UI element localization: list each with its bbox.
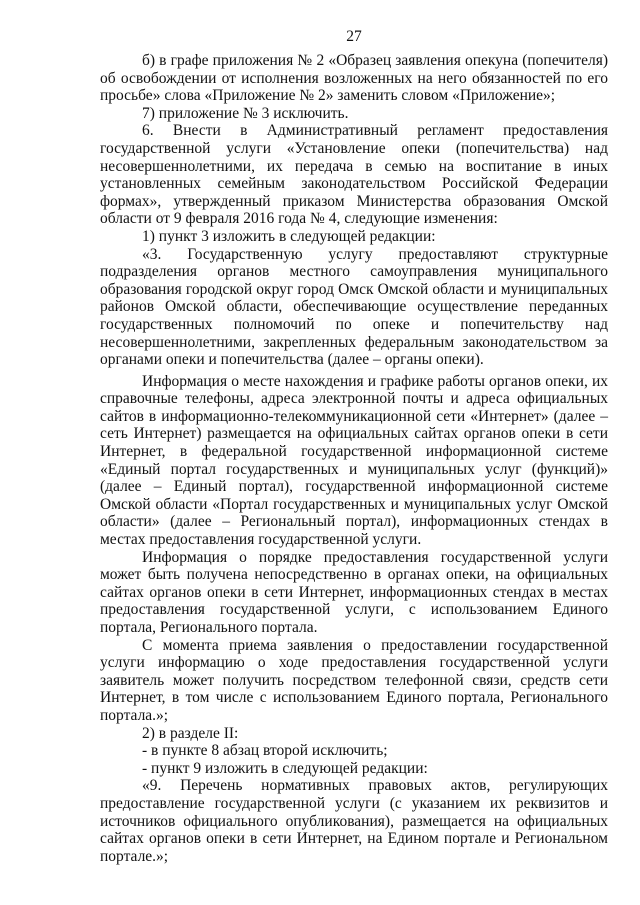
paragraph-subitem-7: 7) приложение № 3 исключить.	[142, 104, 349, 122]
paragraph-info-procedure: Информация о порядке предоставления государственной услуги может быть получена непосредственно в органах опеки, на официальных сайтах органов опеки в сети Интернет, информационных стендах в местах предоставления государственной услуги, с использованием Единого портала, Регионального портала.	[100, 548, 608, 636]
paragraph-subitem-1: 1) пункт 3 изложить в следующей редакции:	[142, 227, 436, 245]
paragraph-point-3: «3. Государственную услугу предоставляют структурные подразделения органов местного самоуправления муниципального образования городской округ город Омск Омской области и муниципальных районов Омской области, обеспечивающие осуществление переданных государственных полномочий по опеке и попечительству над несовершеннолетними, закрепленных федеральным законодательством за органами опеки и попечительства (далее – органы опеки).	[100, 245, 608, 369]
document-page	[100, 28, 608, 865]
paragraph-subitem-2: 2) в разделе II:	[142, 724, 239, 742]
paragraph-subitem-6: б) в графе приложения № 2 «Образец заявления опекуна (попечителя) об освобождении от исполнения возложенных на него обязанностей по его просьбе» слова «Приложение № 2» заменить словом «Приложение»;	[100, 52, 608, 105]
paragraph-point-9-intro: - пункт 9 изложить в следующей редакции:	[142, 759, 428, 777]
paragraph-info-progress: С момента приема заявления о предоставлении государственной услуги информацию о ходе предоставления государственной услуги заявитель может получить посредством телефонной связи, средств сети Интернет, в том числе с использованием Единого портала, Регионального портала.»;	[100, 636, 608, 724]
page-number: 27	[346, 28, 362, 45]
paragraph-item-6: 6. Внести в Административный регламент предоставления государственной услуги «Установление опеки (попечительства) над несовершеннолетними, их передача в семью на воспитание в иных установленных семейным законодательством Российской Федерации формах», утвержденный приказом Министерства образования Омской области от 9 февраля 2016 года № 4, следующие изменения:	[100, 122, 608, 228]
paragraph-point-8: - в пункте 8 абзац второй исключить;	[142, 742, 388, 760]
paragraph-info-location: Информация о месте нахождения и графике работы органов опеки, их справочные телефоны, адреса электронной почты и адреса официальных сайтов в информационно-телекоммуникационной сети «Интернет» (далее – сеть Интернет) размещается на официальных сайтах органов опеки в сети Интернет, в федеральной государственной информационной системе «Единый портал государственных и муниципальных услуг (функций)» (далее – Единый портал), государственной информационной системе Омской области «Портал государственных и муниципальных услуг Омской области» (далее – Региональный портал), информационных стендах в местах предоставления государственной услуги.	[100, 372, 608, 549]
paragraph-point-9: «9. Перечень нормативных правовых актов, регулирующих предоставление государственной услуги (с указанием их реквизитов и источников официального опубликования), размещается на официальных сайтах органов опеки в сети Интернет, на Едином портале и Региональном портале.»;	[100, 777, 608, 865]
